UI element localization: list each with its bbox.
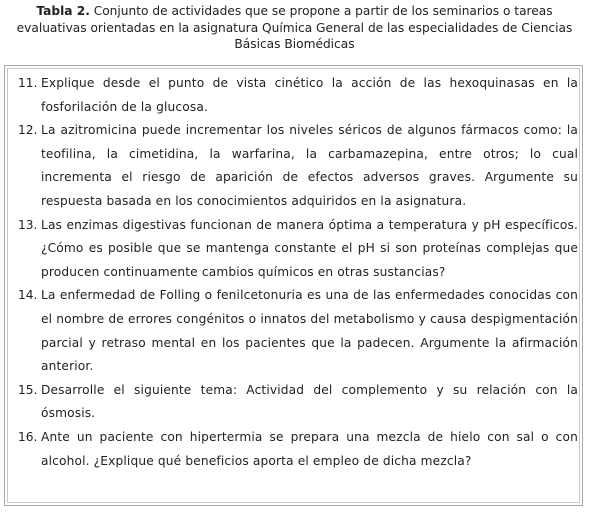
list-item	[18, 379, 578, 426]
item-text: La azitromicina puede incrementar los niveles séricos de algunos fármacos como: la teofilina, la cimetidina, la warfarina, la carbamazepina, entre otros; lo cual incrementa el riesgo de aparición de efectos adversos graves. Argumente su respuesta basada en los conocimientos adquiridos en la asignatura.	[41, 123, 578, 208]
list-item	[18, 119, 578, 213]
list-item	[18, 214, 578, 285]
item-text: Desarrolle el siguiente tema: Actividad del complemento y su relación con la ósmosis.	[41, 382, 578, 421]
table-caption-label: Tabla 2.	[36, 4, 90, 18]
item-text: Ante un paciente con hipertermia se prepara una mezcla de hielo con sal o con alcohol. ¿Explique qué beneficios aporta el empleo de dicha mezcla?	[41, 429, 578, 468]
item-text: Explique desde el punto de vista cinético la acción de las hexoquinasas en la fosforilación de la glucosa.	[41, 76, 578, 114]
item-number: 13.	[18, 217, 38, 232]
list-item	[18, 284, 578, 378]
item-number: 11.	[18, 76, 38, 90]
list-item	[18, 426, 578, 473]
item-number: 14.	[18, 288, 38, 303]
list-item	[18, 72, 578, 119]
item-number: 12.	[18, 123, 38, 138]
table-caption	[8, 3, 581, 53]
item-text: La enfermedad de Folling o fenilcetonuria es una de las enfermedades conocidas con el nombre de errores congénitos o innatos del metabolismo y causa despigmentación parcial y retraso mental en los pacientes que la padecen. Argumente la afirmación anterior.	[41, 288, 578, 374]
activities-table	[4, 65, 583, 506]
activities-table-cell	[7, 68, 580, 503]
item-number: 16.	[18, 429, 38, 444]
table-caption-text: Conjunto de actividades que se propone a partir de los seminarios o tareas evaluativas orientadas en la asignatura Química General de las especialidades de Ciencias Básicas Biomédicas	[16, 4, 573, 51]
item-number: 15.	[18, 382, 38, 397]
activities-list	[18, 72, 578, 473]
item-text: Las enzimas digestivas funcionan de manera óptima a temperatura y pH específicos. ¿Cómo es posible que se mantenga constante el pH si son proteínas complejas que producen continuamente cambios químicos en otras sustancias?	[41, 217, 578, 279]
